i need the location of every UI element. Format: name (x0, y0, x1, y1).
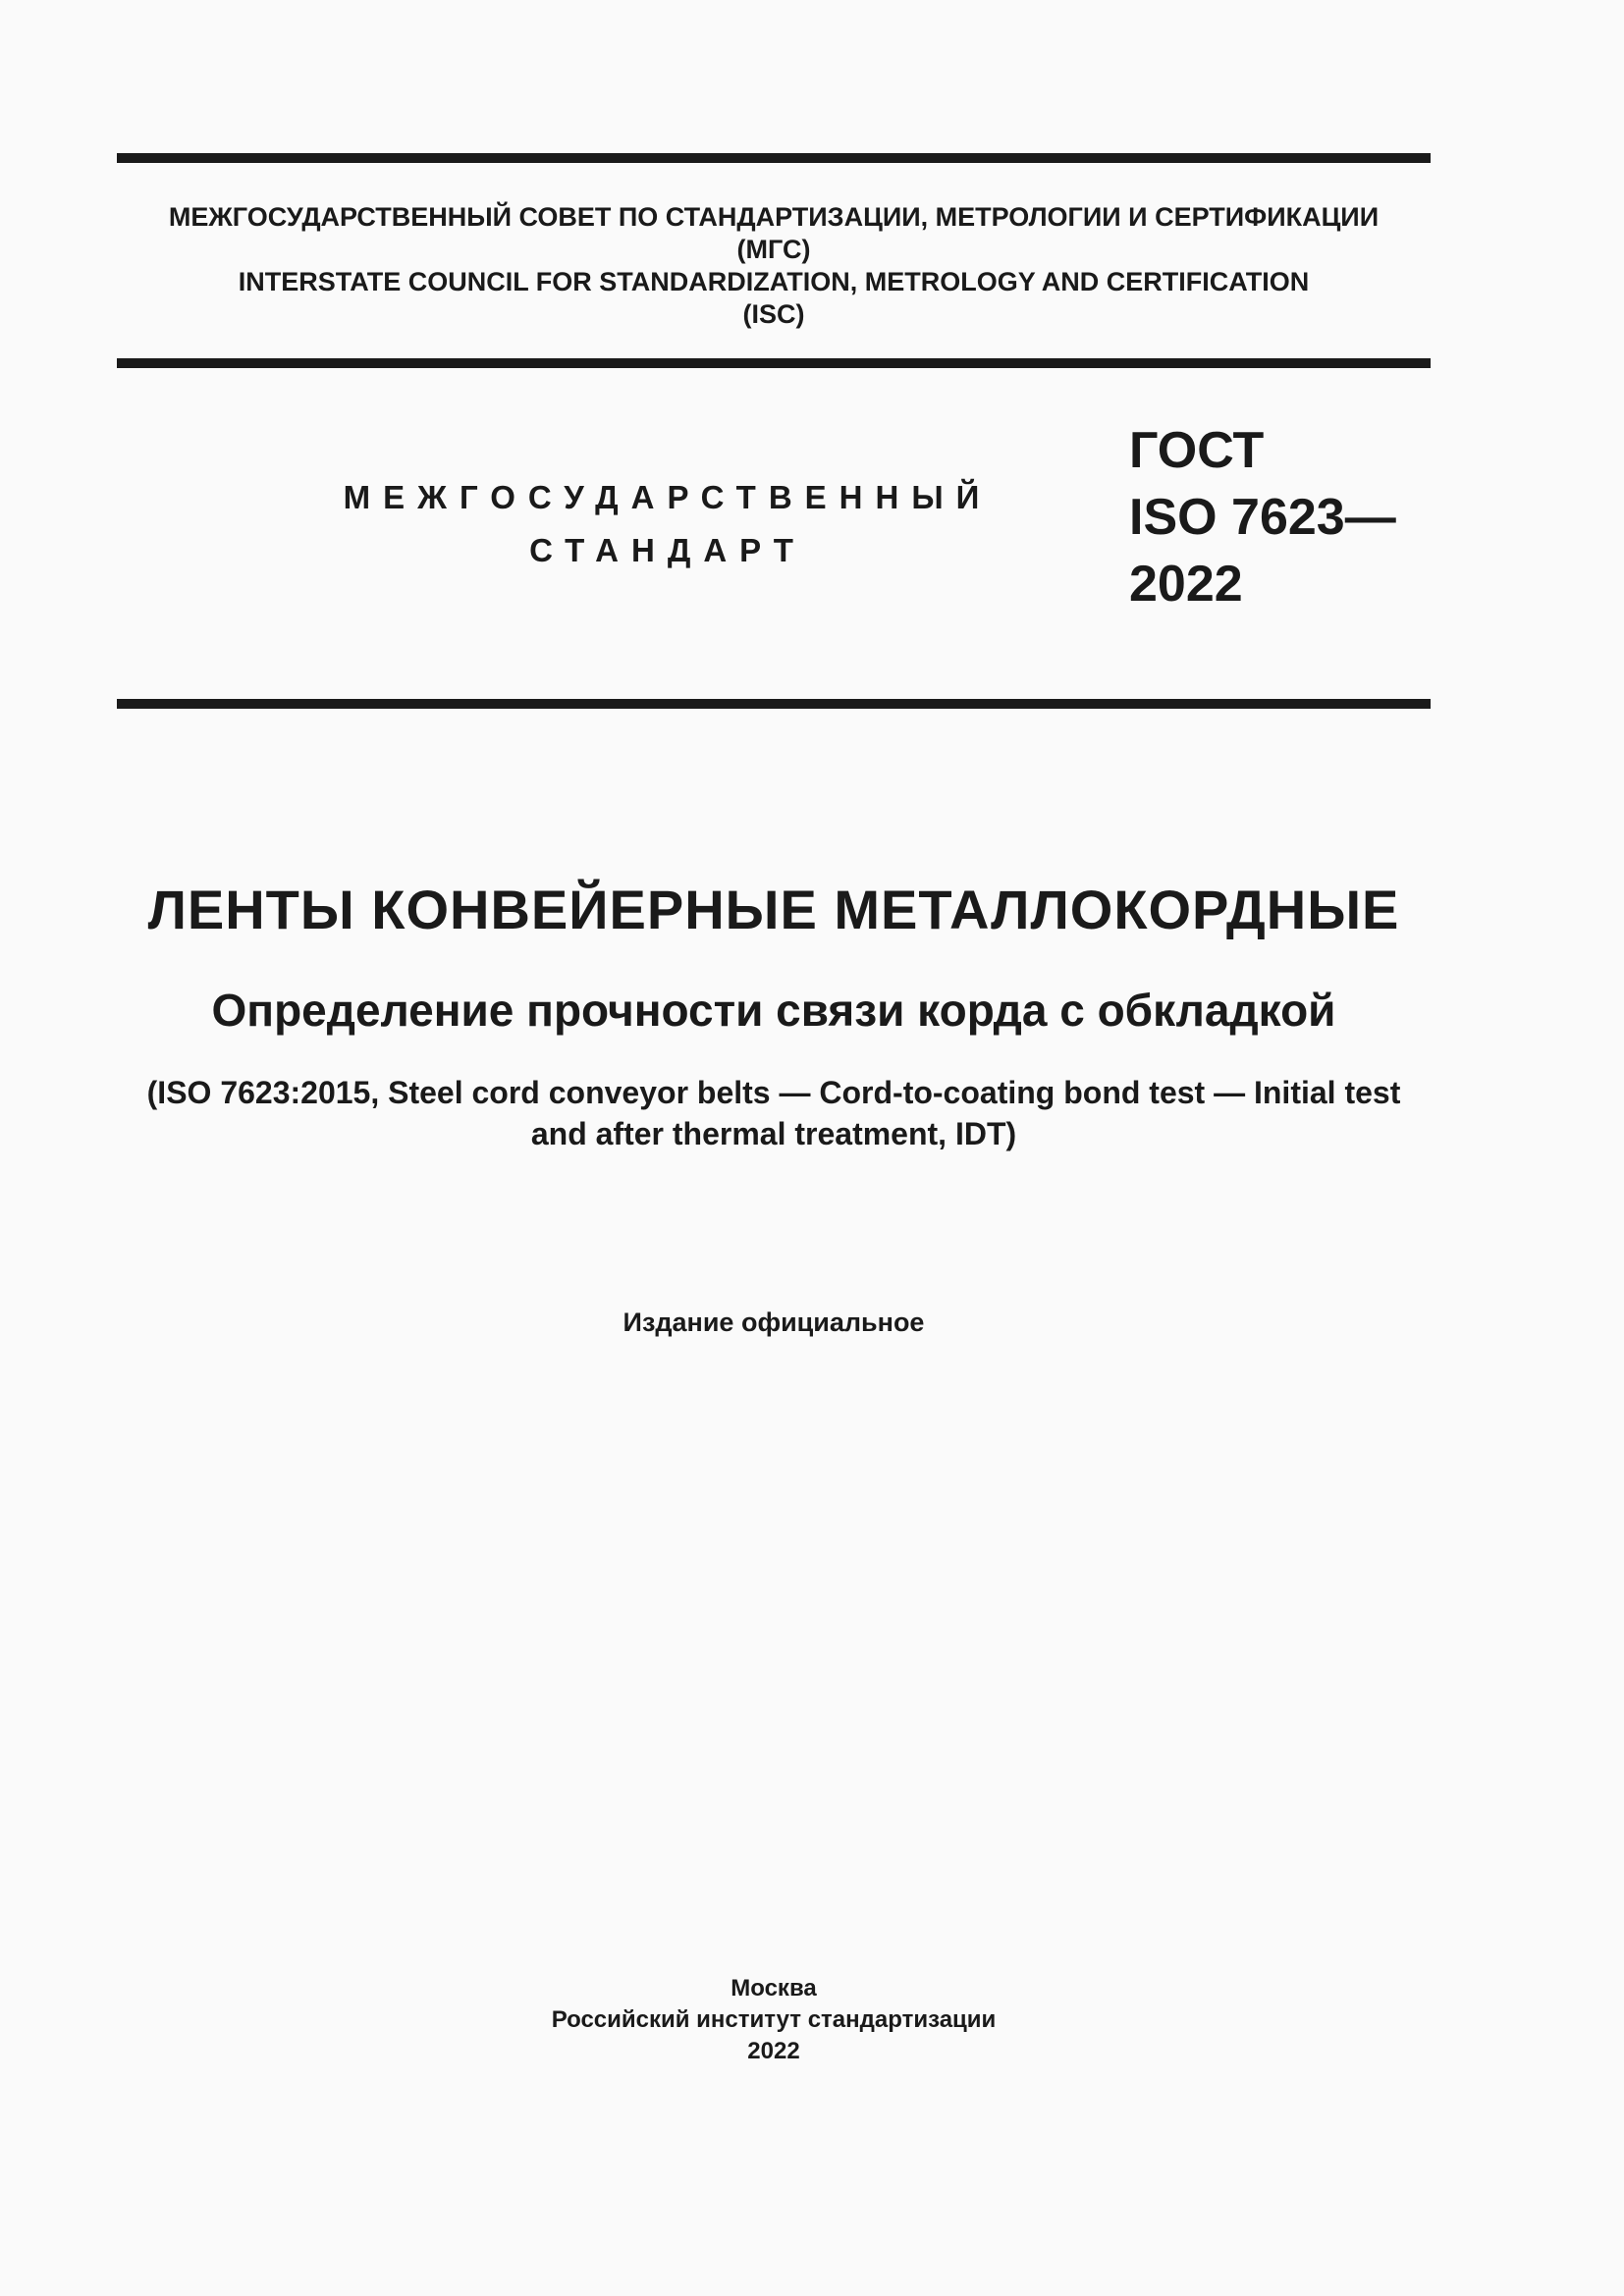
imprint-publisher: Российский институт стандартизации (551, 2006, 997, 2033)
council-header (117, 201, 1431, 331)
council-abbr-en: (ISC) (742, 299, 805, 329)
council-abbr-ru: (МГС) (736, 235, 811, 264)
gost-designation (1129, 417, 1396, 617)
iso-reference-line1: (ISO 7623:2015, Steel cord conveyor belts — Cord-to-coating bond test — Initial test (146, 1075, 1401, 1110)
standard-type-line1: МЕЖГОСУДАРСТВЕННЫЙ (343, 479, 993, 515)
iso-reference-line2: and after thermal treatment, IDT) (530, 1116, 1017, 1151)
document-subtitle: Определение прочности связи корда с обкладкой (211, 985, 1336, 1036)
edition-note: Издание официальное (623, 1308, 925, 1337)
gost-designation-line2: ISO 7623— (1129, 489, 1396, 546)
imprint-city: Москва (731, 1975, 817, 2002)
designation-divider-rule (117, 699, 1431, 709)
document-title: ЛЕНТЫ КОНВЕЙЕРНЫЕ МЕТАЛЛОКОРДНЫЕ (147, 879, 1400, 940)
council-name-ru: МЕЖГОСУДАРСТВЕННЫЙ СОВЕТ ПО СТАНДАРТИЗАЦИИ, МЕТРОЛОГИИ И СЕРТИФИКАЦИИ (168, 202, 1380, 232)
top-rule (117, 153, 1431, 163)
standard-type-line2: СТАНДАРТ (529, 532, 806, 568)
header-divider-rule (117, 358, 1431, 368)
publisher-imprint (117, 1973, 1431, 2067)
gost-designation-line1: ГОСТ (1129, 422, 1265, 479)
imprint-year: 2022 (747, 2038, 800, 2064)
council-name-en: INTERSTATE COUNCIL FOR STANDARDIZATION, METROLOGY AND CERTIFICATION (238, 267, 1310, 296)
iso-reference (108, 1072, 1439, 1154)
standard-type-label (324, 471, 1011, 577)
gost-designation-line3: 2022 (1129, 556, 1243, 613)
